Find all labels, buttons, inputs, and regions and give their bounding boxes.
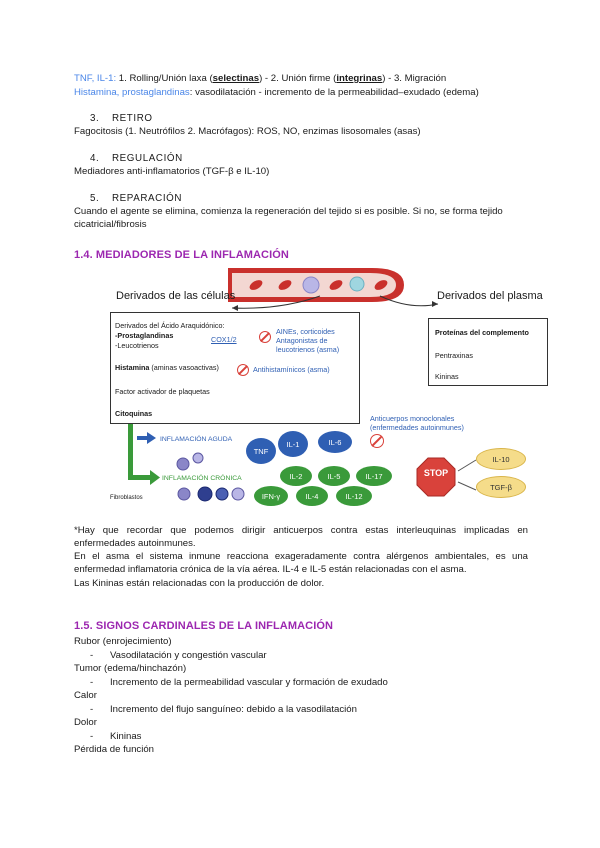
section-retiro-title: 3. RETIRO	[90, 113, 153, 124]
leucotrienos: -Leucotrienos	[115, 341, 159, 350]
cytokine-tnf: TNF	[246, 438, 276, 464]
block-icon	[237, 364, 249, 376]
section-retiro-body: Fagocitosis (1. Neutrófilos 2. Macrófagos): ROS, NO, enzimas lisosomales (asas)	[74, 126, 421, 137]
prostaglandinas: -Prostaglandinas	[115, 331, 174, 340]
cytokine-il1: IL-1	[278, 431, 308, 457]
section-regulacion-title: 4. REGULACIÓN	[90, 153, 183, 164]
histamina-label: Histamina, prostaglandinas	[74, 87, 190, 98]
selectinas-term: selectinas	[212, 73, 260, 84]
stop-arrow-il10	[458, 460, 476, 471]
complemento-item: Proteínas del complemento	[435, 328, 529, 337]
intro-line-1: TNF, IL-1: 1. Rolling/Unión laxa (selectinas) - 2. Unión firme (integrinas) - 3. Migración	[74, 73, 447, 84]
chronic-cell	[178, 488, 190, 500]
cox-label: COX1/2	[211, 335, 237, 344]
sign-rubor: Rubor (enrojecimiento)	[74, 636, 172, 647]
chronic-arrow	[150, 470, 160, 485]
antihistaminicos-label: Antihistamínicos (asma)	[253, 365, 330, 374]
sign-rubor-item: - Vasodilatación y congestión vascular	[90, 650, 267, 661]
acute-path	[137, 436, 147, 440]
sign-dolor: Dolor	[74, 717, 97, 728]
citoquinas-item: Citoquinas	[115, 409, 153, 418]
cytokine-il2: IL-2	[280, 466, 312, 486]
leuco-asma-label: leucotrienos (asma)	[276, 345, 340, 354]
leukocyte	[303, 277, 319, 293]
section-regulacion-body: Mediadores anti-inflamatorios (TGF-β e IL-10)	[74, 166, 270, 177]
label-derivados-celulas: Derivados de las células	[116, 290, 236, 302]
cytokine-il17: IL-17	[356, 466, 392, 486]
anticuerpos-label-1: Anticuerpos monoclonales	[370, 414, 455, 423]
chronic-cell	[198, 487, 212, 501]
platelet-cell	[350, 277, 364, 291]
heading-mediadores: 1.4. MEDIADORES DE LA INFLAMACIÓN	[74, 249, 289, 261]
plasma-derived-box	[428, 318, 548, 386]
aines-label: AINEs, corticoides	[276, 327, 335, 336]
heading-signos: 1.5. SIGNOS CARDINALES DE LA INFLAMACIÓN	[74, 620, 334, 632]
section-reparacion-body: Cuando el agente se elimina, comienza la regeneración del tejido si es posible. Si no, se forma tejido cicatricial/fibrosis	[74, 206, 503, 230]
inflamacion-cronica-label: INFLAMACIÓN CRÓNICA	[162, 475, 242, 482]
chronic-cell	[232, 488, 244, 500]
histamina-item: Histamina (aminas vasoactivas)	[115, 363, 219, 372]
block-icon	[370, 434, 384, 448]
label-derivados-plasma: Derivados del plasma	[437, 290, 543, 302]
sign-dolor-item: - Kininas	[90, 731, 142, 742]
cytokine-il4: IL-4	[296, 486, 328, 506]
integrinas-term: integrinas	[336, 73, 383, 84]
acute-cell	[193, 453, 203, 463]
stop-arrow-tgf	[458, 482, 476, 490]
cytokine-il6: IL-6	[318, 431, 352, 453]
paf-item: Factor activador de plaquetas	[115, 387, 210, 396]
chronic-cell	[216, 488, 228, 500]
sign-perdida-funcion: Pérdida de función	[74, 744, 155, 755]
note-anticuerpos: *Hay que recordar que podemos dirigir anticuerpos contra estas interleuquinas implicadas en enfermedades autoinmunes.	[74, 525, 528, 549]
chronic-path	[128, 420, 133, 480]
cytokine-ifn-gamma: IFN-γ	[254, 486, 288, 506]
intro-line-2: Histamina, prostaglandinas: vasodilatación - incremento de la permeabilidad–exudado (edema)	[74, 87, 479, 98]
cytokine-tgf-beta: TGF-β	[476, 476, 526, 498]
cytokine-il12: IL-12	[336, 486, 372, 506]
kininas-item: Kininas	[435, 372, 459, 381]
anticuerpos-label-2: (enfermedades autoinmunes)	[370, 423, 464, 432]
cells-derived-box	[110, 312, 360, 424]
acute-cell	[177, 458, 189, 470]
sign-tumor-item: - Incremento de la permeabilidad vascular y formación de exudado	[90, 677, 388, 688]
note-kininas: Las Kininas están relacionadas con la producción de dolor.	[74, 578, 325, 589]
aa-title: Derivados del Ácido Araquidónico:	[115, 321, 225, 330]
inflamacion-aguda-label: INFLAMACIÓN AGUDA	[160, 436, 233, 443]
sign-calor-item: - Incremento del flujo sanguíneo: debido a la vasodilatación	[90, 704, 357, 715]
sign-tumor: Tumor (edema/hinchazón)	[74, 663, 187, 674]
note-asma: En el asma el sistema inmune reacciona exageradamente contra alérgenos ambientales, es una enfermedad inflamatoria crónica de la vía aérea. IL-4 e IL-5 están relacionadas con el asma.	[74, 551, 528, 575]
cytokine-il5: IL-5	[318, 466, 350, 486]
pentraxinas-item: Pentraxinas	[435, 351, 473, 360]
antagonistas-label: Antagonistas de	[276, 336, 328, 345]
tnf-il1-label: TNF, IL-1:	[74, 73, 117, 84]
stop-text: STOP	[423, 468, 449, 478]
fibroblastos-label: Fibroblastos	[110, 495, 143, 501]
sign-calor: Calor	[74, 690, 97, 701]
acute-arrow	[147, 432, 156, 444]
section-reparacion-title: 5. REPARACIÓN	[90, 193, 183, 204]
block-icon	[259, 331, 271, 343]
cytokine-il10: IL-10	[476, 448, 526, 470]
